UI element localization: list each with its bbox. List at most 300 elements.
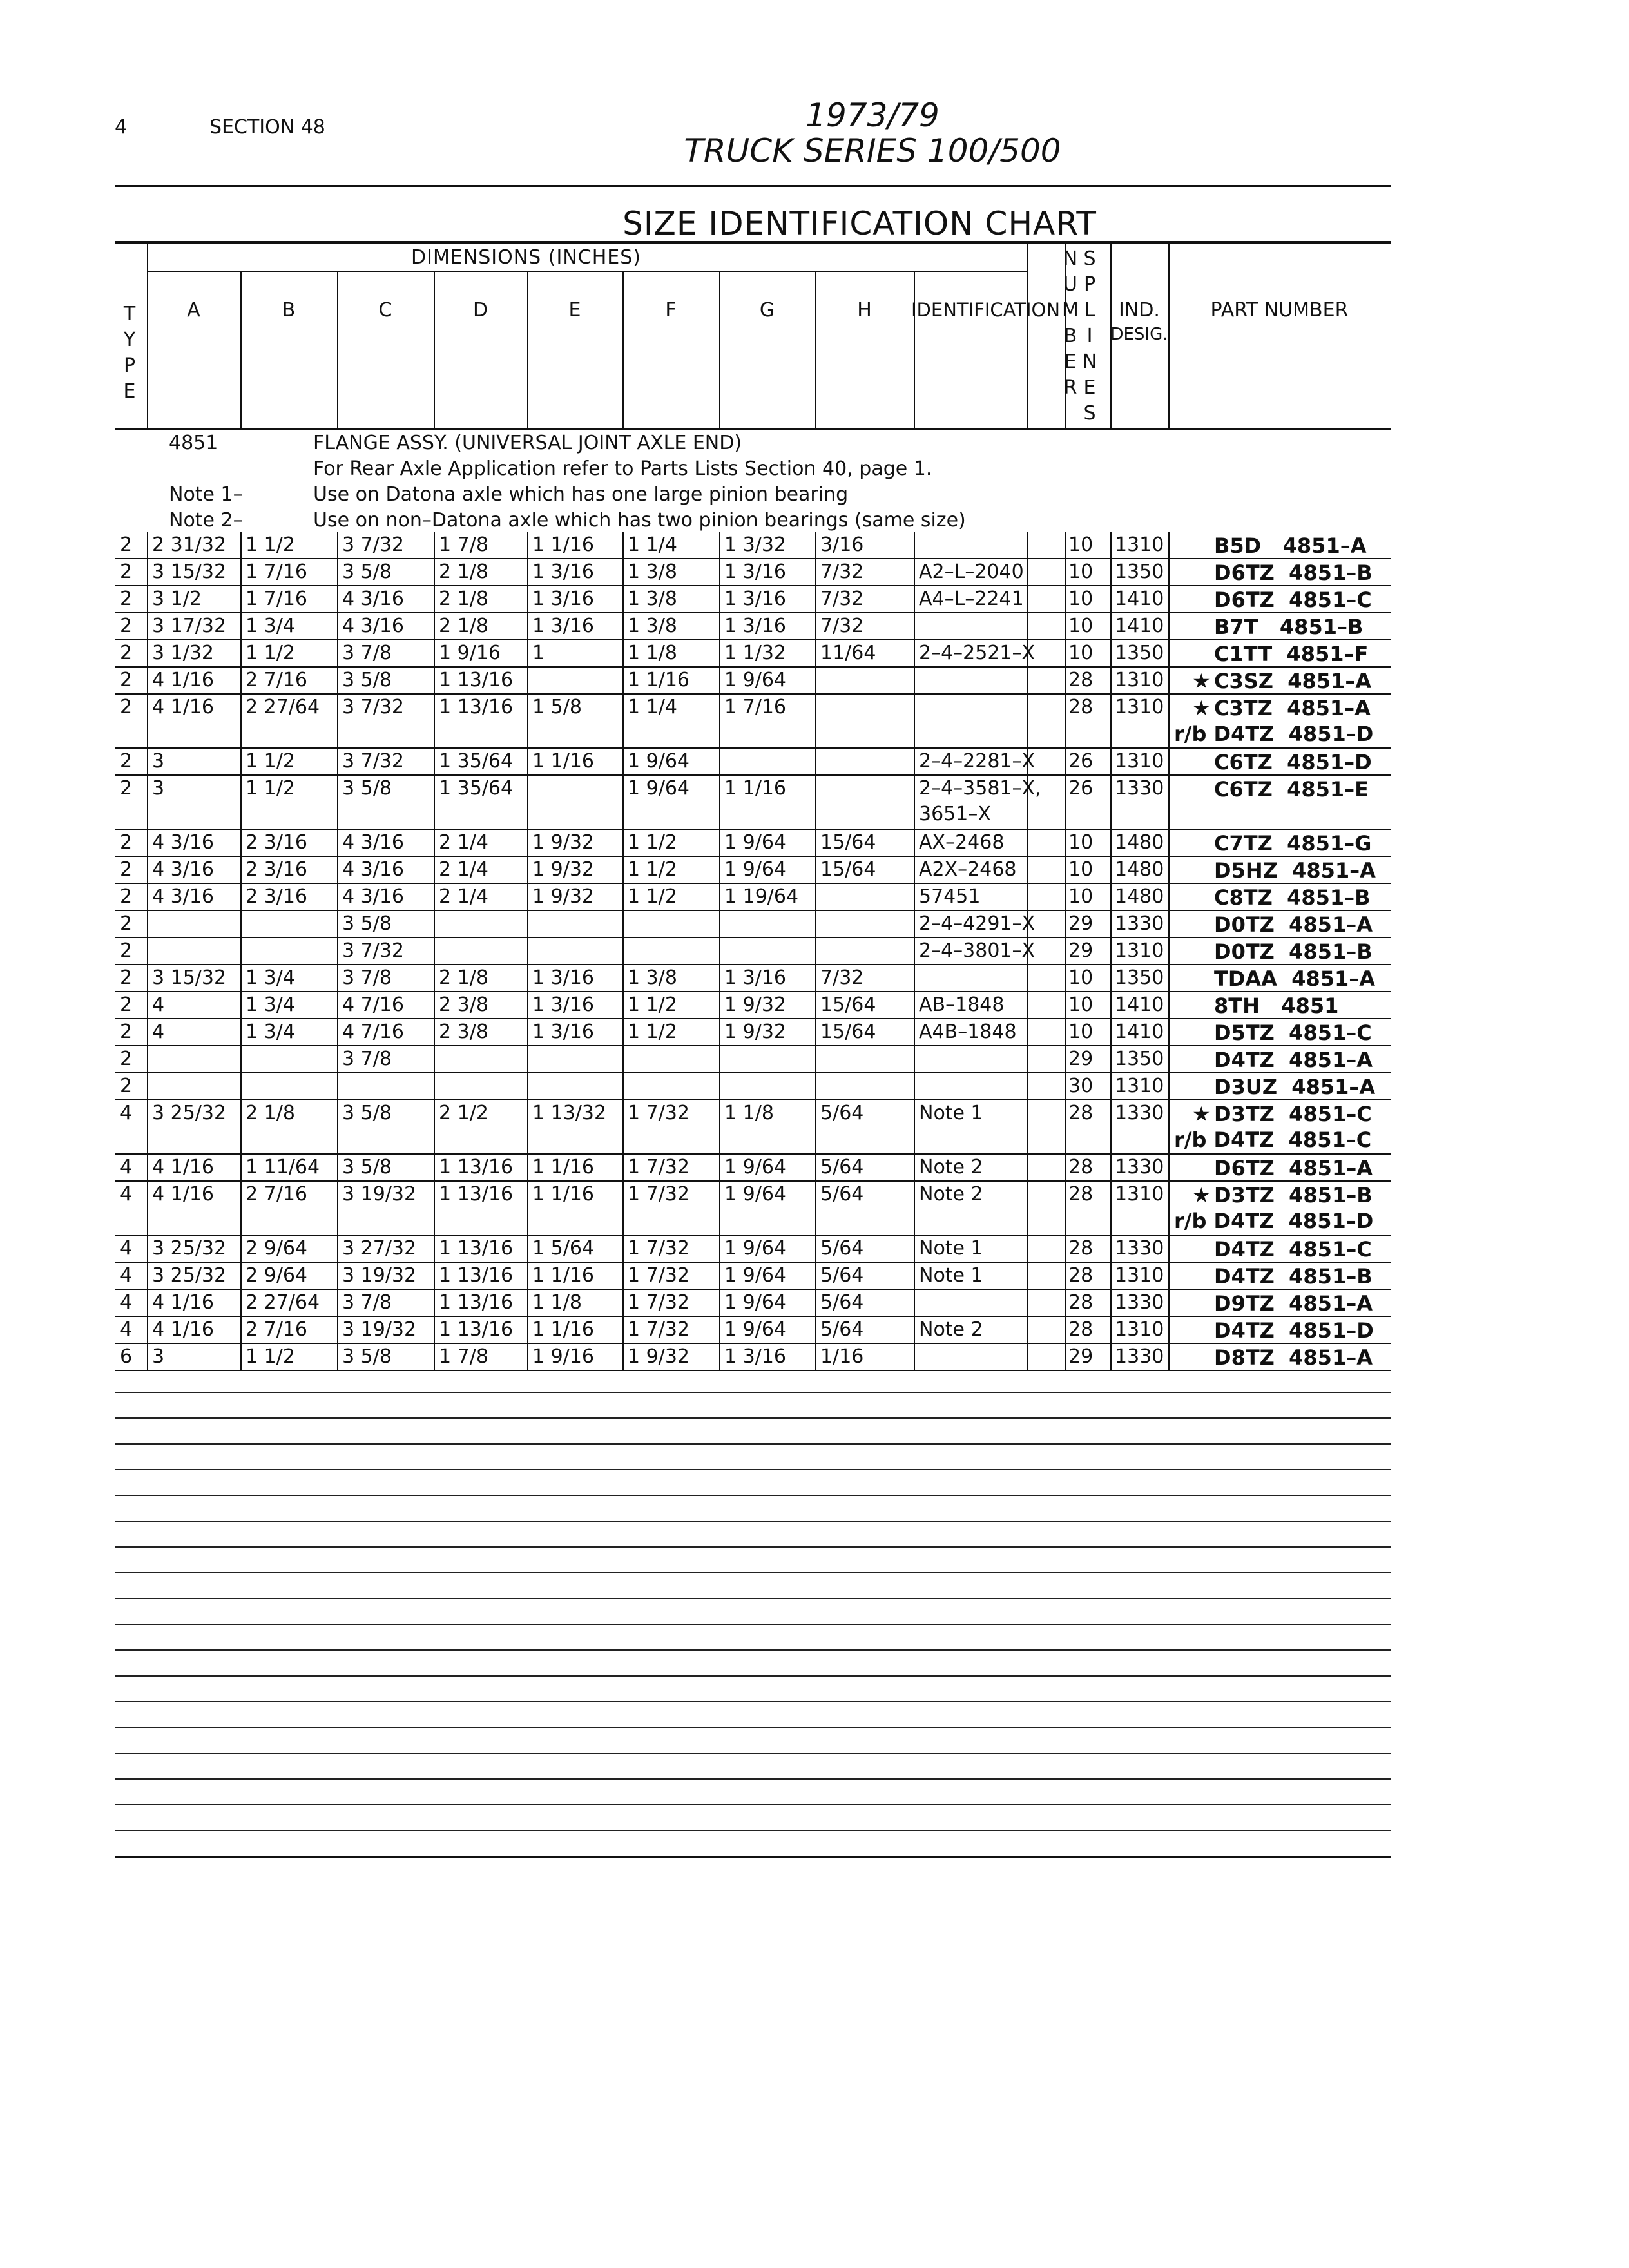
column-separator xyxy=(337,668,338,693)
column-separator xyxy=(240,1100,242,1153)
column-separator xyxy=(719,1344,720,1370)
column-separator xyxy=(147,1344,148,1370)
cell-h: 15/64 xyxy=(820,831,876,854)
column-separator xyxy=(337,1263,338,1289)
cell-id: A4B–1848 xyxy=(919,1021,1017,1043)
cell-b: 1 3/4 xyxy=(246,1021,295,1043)
cell-e: 1 13/32 xyxy=(532,1102,607,1124)
column-separator xyxy=(719,613,720,639)
table-row xyxy=(115,749,1391,776)
cell-g: 1 1/16 xyxy=(724,777,786,800)
column-separator xyxy=(527,1182,528,1235)
cell-num: 28 xyxy=(1068,1183,1094,1206)
cell-type: 4 xyxy=(120,1318,133,1341)
cell-num: 10 xyxy=(1068,1021,1094,1043)
cell-f: 1 1/2 xyxy=(628,858,677,881)
part-number: D9TZ 4851–A xyxy=(1214,1291,1373,1316)
cell-ind: 1350 xyxy=(1115,1048,1164,1070)
table-row xyxy=(115,884,1391,911)
cell-e: 1 9/32 xyxy=(532,831,594,854)
blank-line xyxy=(115,1701,1391,1702)
col-h-header: H xyxy=(857,299,872,322)
column-separator xyxy=(527,1155,528,1180)
table-row xyxy=(115,911,1391,938)
cell-h: 3/16 xyxy=(820,533,864,556)
table-row xyxy=(115,830,1391,857)
cell-d: 1 9/16 xyxy=(439,642,501,664)
column-separator xyxy=(815,749,816,774)
column-separator xyxy=(434,1317,435,1343)
column-separator xyxy=(719,938,720,964)
cell-f: 1 1/2 xyxy=(628,994,677,1016)
column-separator xyxy=(1168,776,1170,829)
column-separator xyxy=(1027,1019,1028,1045)
cell-g: 1 3/16 xyxy=(724,615,786,637)
cell-c: 3 5/8 xyxy=(342,1345,392,1368)
cell-type: 2 xyxy=(120,1048,133,1070)
column-separator xyxy=(719,749,720,774)
cell-h: 5/64 xyxy=(820,1237,864,1260)
cell-ind: 1310 xyxy=(1115,1075,1164,1097)
cell-h: 11/64 xyxy=(820,642,876,664)
cell-id: Note 1 xyxy=(919,1237,983,1260)
column-separator xyxy=(147,1182,148,1235)
column-separator xyxy=(337,857,338,883)
page-number: 4 xyxy=(115,116,128,139)
cell-b: 1 3/4 xyxy=(246,994,295,1016)
col-b-header: B xyxy=(282,299,296,322)
column-separator xyxy=(434,668,435,693)
column-separator xyxy=(1110,668,1112,693)
column-separator xyxy=(1027,1236,1028,1262)
cell-ind: 1350 xyxy=(1115,561,1164,583)
column-separator xyxy=(1027,586,1028,612)
table-row xyxy=(115,1344,1391,1371)
column-separator xyxy=(337,911,338,937)
column-separator xyxy=(240,938,242,964)
column-separator xyxy=(240,668,242,693)
column-separator xyxy=(1027,884,1028,910)
column-separator xyxy=(1168,884,1170,910)
column-separator xyxy=(527,911,528,937)
cell-c: 3 19/32 xyxy=(342,1318,417,1341)
column-separator xyxy=(337,1182,338,1235)
column-separator xyxy=(815,911,816,937)
cell-h: 15/64 xyxy=(820,858,876,881)
column-separator xyxy=(1110,586,1112,612)
blank-line xyxy=(115,1598,1391,1599)
column-separator xyxy=(1065,1019,1066,1045)
column-separator xyxy=(337,559,338,585)
cell-b: 2 9/64 xyxy=(246,1237,307,1260)
table-row xyxy=(115,586,1391,613)
cell-num: 10 xyxy=(1068,533,1094,556)
table-row xyxy=(115,640,1391,668)
column-separator xyxy=(914,613,915,639)
table-header xyxy=(115,241,1391,430)
column-separator xyxy=(719,695,720,747)
column-separator xyxy=(337,1155,338,1180)
cell-f: 1 7/32 xyxy=(628,1291,689,1314)
column-separator xyxy=(815,640,816,666)
cell-type: 2 xyxy=(120,994,133,1016)
column-separator xyxy=(719,965,720,991)
column-separator xyxy=(815,776,816,829)
cell-f: 1 1/16 xyxy=(628,669,689,691)
column-separator xyxy=(147,668,148,693)
cell-g: 1 9/32 xyxy=(724,1021,786,1043)
column-separator xyxy=(719,640,720,666)
column-separator xyxy=(1110,1155,1112,1180)
column-separator xyxy=(815,668,816,693)
cell-e: 1 9/32 xyxy=(532,858,594,881)
column-separator xyxy=(527,857,528,883)
column-separator xyxy=(1168,613,1170,639)
cell-e: 1 3/16 xyxy=(532,561,594,583)
cell-ind: 1310 xyxy=(1115,939,1164,962)
column-separator xyxy=(337,1344,338,1370)
column-separator xyxy=(240,1182,242,1235)
column-separator xyxy=(1168,668,1170,693)
column-separator xyxy=(527,884,528,910)
column-separator xyxy=(719,668,720,693)
cell-e: 1 3/16 xyxy=(532,615,594,637)
part-number: C3TZ 4851–A xyxy=(1214,696,1371,720)
cell-e: 1 1/16 xyxy=(532,750,594,773)
cell-e: 1 5/64 xyxy=(532,1237,594,1260)
column-separator xyxy=(147,613,148,639)
column-separator xyxy=(147,1100,148,1153)
cell-ind: 1330 xyxy=(1115,912,1164,935)
column-separator xyxy=(1110,1263,1112,1289)
cell-a: 3 15/32 xyxy=(152,966,227,989)
column-separator xyxy=(434,1236,435,1262)
column-separator xyxy=(815,1073,816,1099)
blank-line xyxy=(115,1443,1391,1445)
column-separator xyxy=(434,965,435,991)
cell-e: 1 5/8 xyxy=(532,696,582,718)
cell-type: 2 xyxy=(120,696,133,718)
part-number: C8TZ 4851–B xyxy=(1214,885,1371,910)
column-separator xyxy=(1027,695,1028,747)
column-separator xyxy=(1027,1317,1028,1343)
column-separator xyxy=(240,1317,242,1343)
cell-ind: 1310 xyxy=(1115,1264,1164,1287)
column-separator xyxy=(1027,965,1028,991)
column-separator xyxy=(719,1263,720,1289)
cell-f: 1 1/4 xyxy=(628,533,677,556)
column-separator xyxy=(914,884,915,910)
cell-ind: 1310 xyxy=(1115,1318,1164,1341)
column-separator xyxy=(1027,1344,1028,1370)
column-separator xyxy=(622,1344,624,1370)
column-separator xyxy=(147,884,148,910)
cell-ind: 1410 xyxy=(1115,588,1164,610)
cell-a: 4 3/16 xyxy=(152,858,214,881)
column-separator xyxy=(719,1290,720,1316)
column-separator xyxy=(815,857,816,883)
column-separator xyxy=(1110,749,1112,774)
blank-line xyxy=(115,1753,1391,1754)
column-separator xyxy=(622,830,624,856)
column-separator xyxy=(719,1019,720,1045)
col-d-header: D xyxy=(472,299,488,322)
cell-type: 4 xyxy=(120,1156,133,1178)
column-separator xyxy=(1110,613,1112,639)
column-separator xyxy=(1110,640,1112,666)
column-separator xyxy=(1168,1019,1170,1045)
column-separator xyxy=(815,586,816,612)
cell-num: 10 xyxy=(1068,885,1094,908)
part-number: C6TZ 4851–E xyxy=(1214,777,1369,802)
cell-b: 2 27/64 xyxy=(246,696,320,718)
cell-type: 2 xyxy=(120,561,133,583)
col-g-header: G xyxy=(759,299,775,322)
cell-h: 5/64 xyxy=(820,1318,864,1341)
cell-a: 4 1/16 xyxy=(152,1291,214,1314)
column-separator xyxy=(1110,830,1112,856)
blank-line xyxy=(115,1572,1391,1573)
blank-line xyxy=(115,1418,1391,1419)
column-separator xyxy=(337,586,338,612)
column-separator xyxy=(1110,532,1112,558)
column-separator xyxy=(815,1344,816,1370)
column-separator xyxy=(240,695,242,747)
cell-a: 4 1/16 xyxy=(152,696,214,718)
column-separator xyxy=(914,1155,915,1180)
table-row xyxy=(115,776,1391,830)
cell-f: 1 3/8 xyxy=(628,588,677,610)
column-separator xyxy=(622,1019,624,1045)
column-separator xyxy=(337,938,338,964)
cell-f: 1 1/4 xyxy=(628,696,677,718)
cell-b: 1 1/2 xyxy=(246,750,295,773)
column-separator xyxy=(622,857,624,883)
cell-num: 28 xyxy=(1068,669,1094,691)
column-separator xyxy=(147,830,148,856)
cell-num: 28 xyxy=(1068,1237,1094,1260)
column-separator xyxy=(147,1155,148,1180)
cell-b: 2 7/16 xyxy=(246,1318,307,1341)
blank-line xyxy=(115,1521,1391,1522)
cell-a: 3 xyxy=(152,750,165,773)
cell-d: 1 7/8 xyxy=(439,533,488,556)
bottom-rule xyxy=(115,1856,1391,1858)
column-separator xyxy=(1065,1046,1066,1072)
cell-c: 3 7/32 xyxy=(342,533,404,556)
column-separator xyxy=(240,640,242,666)
cell-h: 1/16 xyxy=(820,1345,864,1368)
cell-ind: 1310 xyxy=(1115,696,1164,718)
cell-e: 1 3/16 xyxy=(532,994,594,1016)
cell-id: AX–2468 xyxy=(919,831,1005,854)
table-row xyxy=(115,857,1391,884)
column-separator xyxy=(1168,586,1170,612)
cell-b: 1 1/2 xyxy=(246,642,295,664)
cell-g: 1 3/16 xyxy=(724,966,786,989)
column-separator xyxy=(1110,559,1112,585)
column-separator xyxy=(914,1073,915,1099)
column-separator xyxy=(1110,1046,1112,1072)
part-number: D5TZ 4851–C xyxy=(1214,1021,1372,1045)
column-separator xyxy=(815,1236,816,1262)
cell-h: 5/64 xyxy=(820,1183,864,1206)
cell-b: 2 3/16 xyxy=(246,885,307,908)
cell-type: 2 xyxy=(120,588,133,610)
column-separator xyxy=(434,613,435,639)
truck-series: TRUCK SERIES 100/500 xyxy=(684,132,1061,169)
column-separator xyxy=(622,1263,624,1289)
column-separator xyxy=(240,1344,242,1370)
column-separator xyxy=(434,749,435,774)
cell-b: 2 27/64 xyxy=(246,1291,320,1314)
column-separator xyxy=(1027,1073,1028,1099)
cell-d: 1 13/16 xyxy=(439,1183,514,1206)
column-separator xyxy=(527,1290,528,1316)
cell-c: 3 19/32 xyxy=(342,1264,417,1287)
blank-line xyxy=(115,1830,1391,1831)
column-separator xyxy=(622,884,624,910)
blank-line xyxy=(115,1675,1391,1677)
column-separator xyxy=(337,1290,338,1316)
cell-type: 2 xyxy=(120,1021,133,1043)
blank-line xyxy=(115,1727,1391,1728)
cell-a: 3 xyxy=(152,777,165,800)
column-separator xyxy=(1065,613,1066,639)
column-separator xyxy=(240,1019,242,1045)
column-separator xyxy=(1110,965,1112,991)
column-separator xyxy=(815,1155,816,1180)
part-number: D8TZ 4851–A xyxy=(1214,1345,1373,1370)
part-number: B7T 4851–B xyxy=(1214,615,1364,639)
part-number: D4TZ 4851–A xyxy=(1214,1048,1373,1072)
cell-num: 26 xyxy=(1068,777,1094,800)
blank-line xyxy=(115,1649,1391,1651)
cell-d: 2 1/4 xyxy=(439,858,488,881)
cell-e: 1 9/16 xyxy=(532,1345,594,1368)
column-separator xyxy=(719,992,720,1018)
column-separator xyxy=(527,586,528,612)
cell-g: 1 9/64 xyxy=(724,1156,786,1178)
column-separator xyxy=(240,1073,242,1099)
cell-b: 1 3/4 xyxy=(246,615,295,637)
column-separator xyxy=(1027,1182,1028,1235)
cell-num: 28 xyxy=(1068,1264,1094,1287)
column-separator xyxy=(1065,695,1066,747)
column-separator xyxy=(914,1263,915,1289)
column-separator xyxy=(337,532,338,558)
cell-f: 1 9/32 xyxy=(628,1345,689,1368)
column-separator xyxy=(434,884,435,910)
cell-c: 3 5/8 xyxy=(342,1102,392,1124)
column-separator xyxy=(1110,857,1112,883)
cell-type: 2 xyxy=(120,831,133,854)
cell-g: 1 9/32 xyxy=(724,994,786,1016)
star-icon: ★ xyxy=(1192,1102,1211,1126)
cell-d: 1 7/8 xyxy=(439,1345,488,1368)
column-separator xyxy=(147,1290,148,1316)
column-separator xyxy=(1110,1236,1112,1262)
cell-num: 10 xyxy=(1068,642,1094,664)
cell-ind: 1310 xyxy=(1115,1183,1164,1206)
cell-g: 1 9/64 xyxy=(724,1237,786,1260)
col-e-header: E xyxy=(568,299,581,322)
column-separator xyxy=(1027,992,1028,1018)
column-separator xyxy=(1168,749,1170,774)
type-letters: T Y P E xyxy=(123,303,136,403)
cell-a: 3 25/32 xyxy=(152,1264,227,1287)
cell-type: 4 xyxy=(120,1291,133,1314)
cell-ind: 1480 xyxy=(1115,831,1164,854)
column-separator xyxy=(914,938,915,964)
column-separator xyxy=(1065,1317,1066,1343)
blank-line xyxy=(115,1546,1391,1548)
cell-ind: 1330 xyxy=(1115,1102,1164,1124)
column-separator xyxy=(1168,559,1170,585)
cell-c: 3 7/8 xyxy=(342,1291,392,1314)
cell-h: 5/64 xyxy=(820,1102,864,1124)
cell-type: 2 xyxy=(120,885,133,908)
column-separator xyxy=(914,1317,915,1343)
column-separator xyxy=(147,749,148,774)
table-row xyxy=(115,532,1391,559)
cell-d: 1 13/16 xyxy=(439,1264,514,1287)
column-separator xyxy=(434,776,435,829)
column-separator xyxy=(147,1046,148,1072)
cell-e: 1 1/16 xyxy=(532,1156,594,1178)
column-separator xyxy=(914,857,915,883)
column-separator xyxy=(147,586,148,612)
column-separator xyxy=(1110,1182,1112,1235)
cell-type: 4 xyxy=(120,1102,133,1124)
cell-a: 4 1/16 xyxy=(152,1156,214,1178)
cell-num: 30 xyxy=(1068,1075,1094,1097)
column-separator xyxy=(1027,1290,1028,1316)
cell-c: 3 5/8 xyxy=(342,777,392,800)
cell-h: 7/32 xyxy=(820,588,864,610)
col-c-header: C xyxy=(378,299,392,322)
cell-id: A4–L–2241 xyxy=(919,588,1024,610)
column-separator xyxy=(815,1263,816,1289)
cell-b: 2 7/16 xyxy=(246,1183,307,1206)
cell-id: AB–1848 xyxy=(919,994,1005,1016)
table-row xyxy=(115,1317,1391,1344)
cell-h: 15/64 xyxy=(820,994,876,1016)
column-separator xyxy=(622,1317,624,1343)
year-range: 1973/79 xyxy=(805,97,940,134)
cell-c: 3 7/32 xyxy=(342,696,404,718)
column-separator xyxy=(719,586,720,612)
refer-note: For Rear Axle Application refer to Parts Lists Section 40, page 1. xyxy=(313,457,932,480)
cell-d: 2 3/8 xyxy=(439,994,488,1016)
cell-id: 2–4–2521–X xyxy=(919,642,1036,664)
column-separator xyxy=(147,992,148,1018)
cell-f: 1 1/8 xyxy=(628,642,677,664)
cell-g: 1 9/64 xyxy=(724,1264,786,1287)
column-separator xyxy=(240,1236,242,1262)
column-separator xyxy=(527,830,528,856)
column-separator xyxy=(240,965,242,991)
column-separator xyxy=(527,613,528,639)
cell-e: 1 1/16 xyxy=(532,1264,594,1287)
cell-f: 1 7/32 xyxy=(628,1102,689,1124)
column-separator xyxy=(147,911,148,937)
cell-num: 28 xyxy=(1068,1102,1094,1124)
cell-d: 2 1/8 xyxy=(439,615,488,637)
column-separator xyxy=(622,1155,624,1180)
column-separator xyxy=(914,668,915,693)
column-separator xyxy=(1168,992,1170,1018)
